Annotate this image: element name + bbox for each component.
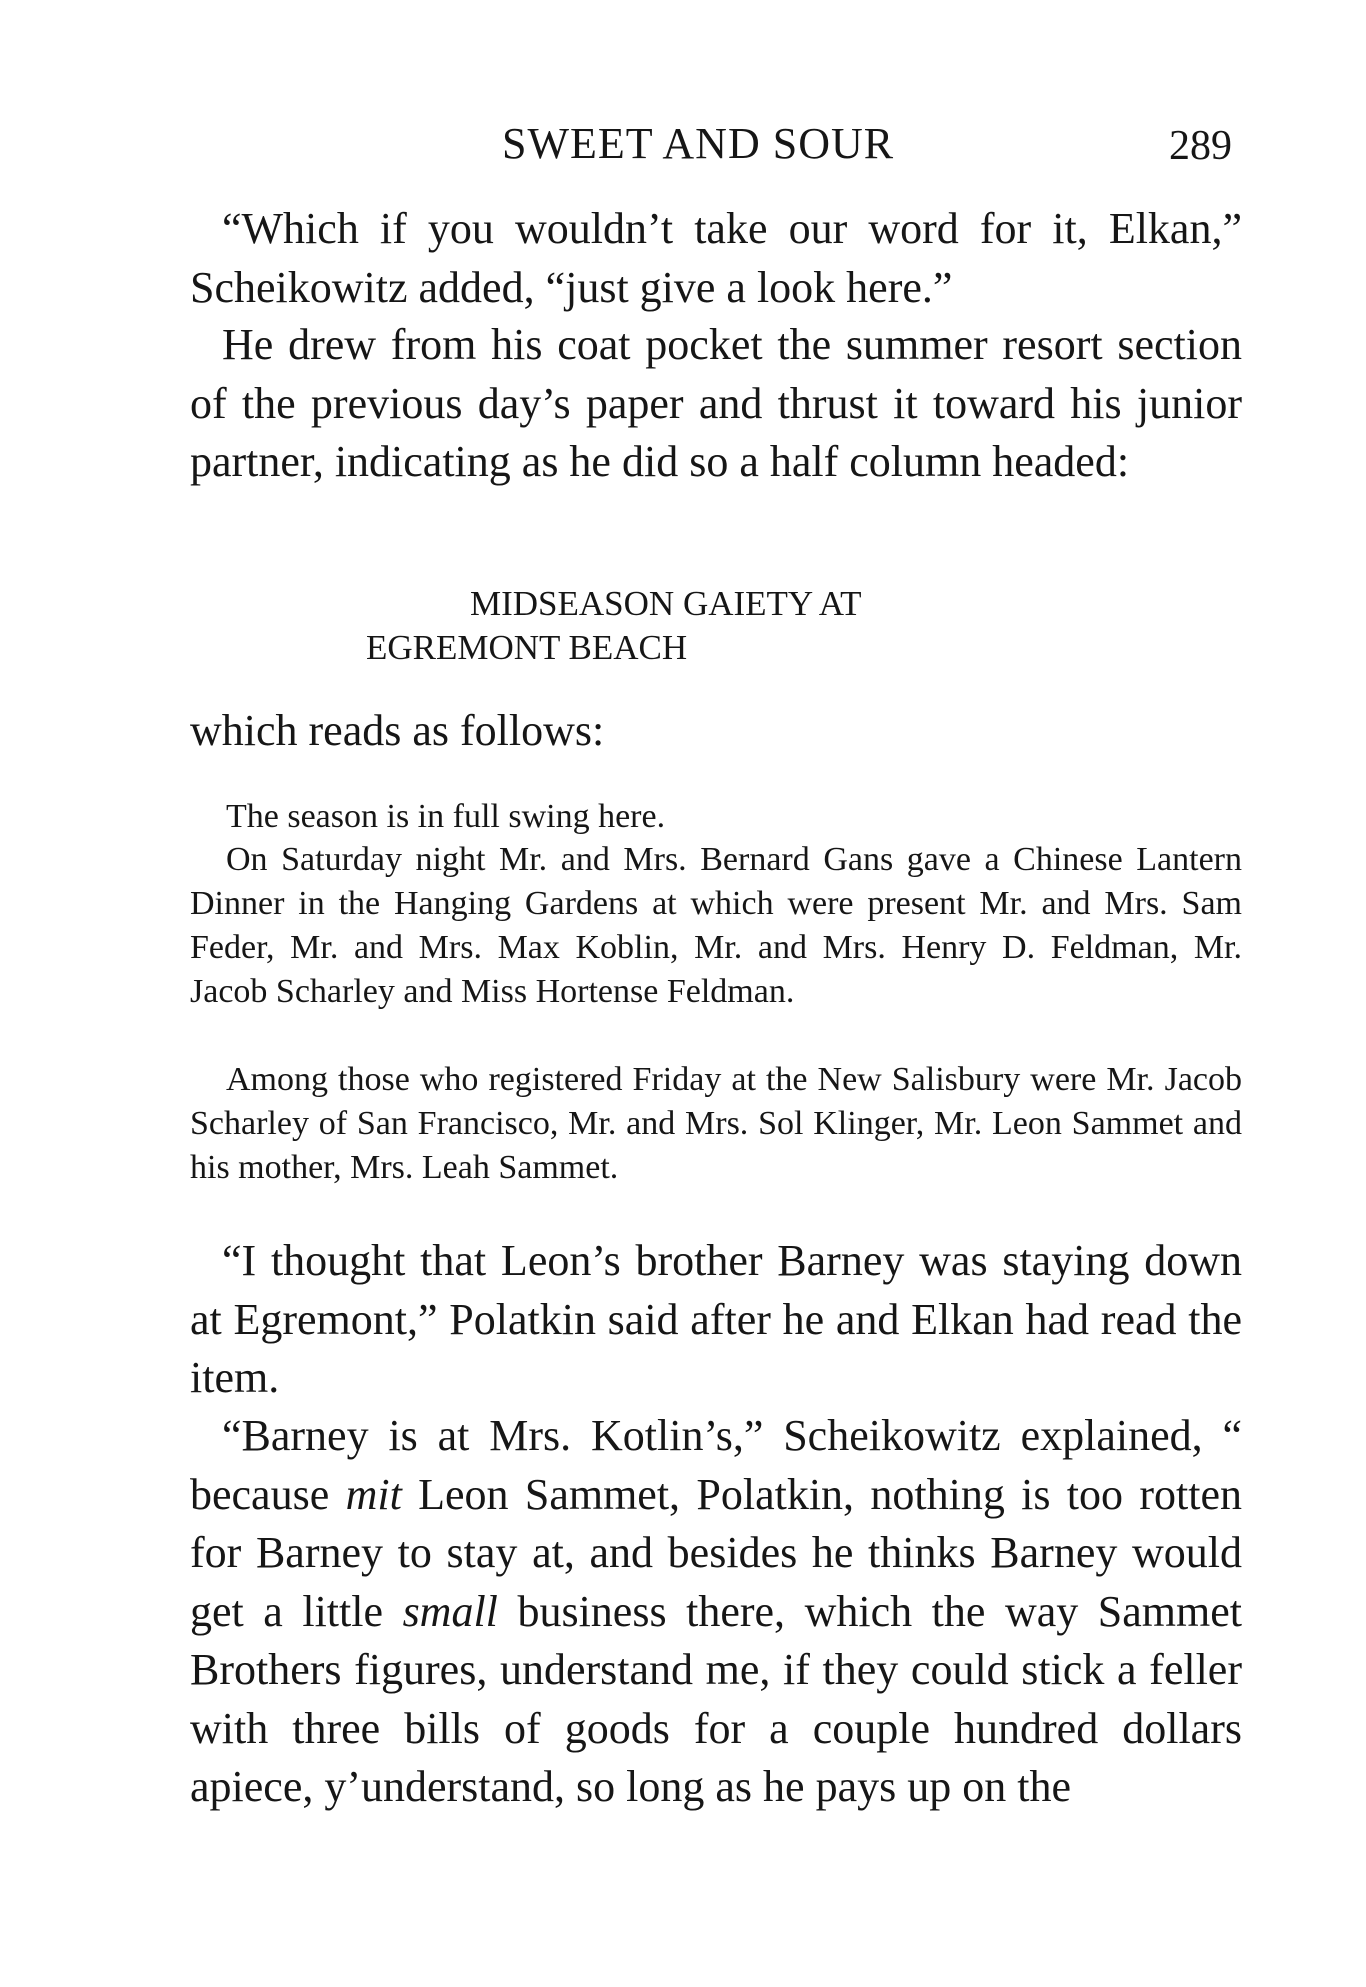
quoted-paragraph-season: The season is in full swing here.: [226, 798, 666, 835]
quoted-paragraph-registered: Among those who registered Friday at the New Salisbury were Mr. Jacob Scharley of San Francisco, Mr. and Mrs. Sol Klinger, Mr. Leon Sammet and his mother, Mrs. Leah Sammet.: [190, 1061, 1242, 1186]
paragraph-barney-is: [190, 1407, 1242, 1817]
page-number: 289: [1169, 123, 1232, 169]
paragraph-which-reads: which reads as follows:: [190, 706, 605, 755]
headline-line-2: EGREMONT BEACH: [366, 628, 688, 667]
headline-line-1: MIDSEASON GAIETY AT: [470, 584, 862, 623]
paragraph-which-if: “Which if you wouldn’t take our word for it, Elkan,” Scheikowitz added, “just give a look here.”: [190, 204, 1242, 312]
running-title: SWEET AND SOUR: [502, 119, 895, 168]
running-head: [190, 118, 1242, 178]
italic-word-mit: mit: [345, 1469, 402, 1519]
paragraph-text-segment: business there, which the way Sammet Brothers figures, understand me, if they could stick a feller with three bills of goods for a couple hundred dollars apiece, y’understand, so long as he pays up on the: [190, 1586, 1243, 1811]
paragraph-i-thought: “I thought that Leon’s brother Barney was staying down at Egremont,” Polatkin said after he and Elkan had read the item.: [190, 1236, 1242, 1402]
paragraph-he-drew: He drew from his coat pocket the summer resort section of the previous day’s paper and thrust it toward his junior partner, indicating as he did so a half column headed:: [190, 320, 1242, 486]
paragraph-text-segment: “Barney is at Mrs. Kotlin’s,” Scheikowitz explained, “ because: [190, 1411, 1242, 1519]
paragraph-text-segment: Leon Sammet, Polatkin, nothing is too rotten for Barney to stay at, and besides he thinks Barney would get a little: [190, 1469, 1242, 1636]
newspaper-headline: [320, 582, 1366, 670]
quoted-paragraph-saturday: On Saturday night Mr. and Mrs. Bernard Gans gave a Chinese Lantern Dinner in the Hanging Gardens at which were present Mr. and Mrs. Sam Feder, Mr. and Mrs. Max Koblin, Mr. and Mrs. Henry D. Feldman, Mr. Jacob Scharley and Miss Hortense Feldman.: [190, 841, 1242, 1010]
italic-word-small: small: [402, 1586, 498, 1636]
